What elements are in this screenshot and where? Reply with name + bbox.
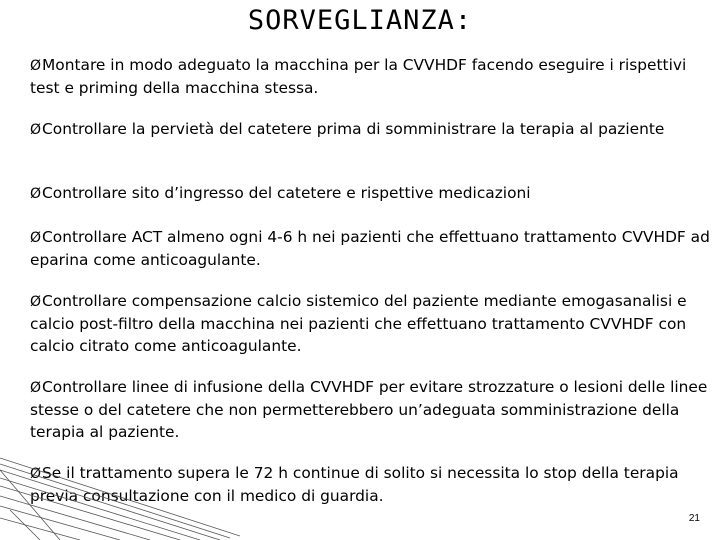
bullet-item	[30, 290, 714, 357]
bullet-text: Controllare sito d’ingresso del catetere e rispettive medicazioni	[42, 184, 531, 202]
bullet-text: Montare in modo adeguato la macchina per la CVVHDF facendo eseguire i rispettivi test e priming della macchina stessa.	[30, 56, 687, 97]
arrow-bullet-icon: Ø	[30, 380, 42, 396]
arrow-bullet-icon: Ø	[30, 186, 42, 202]
arrow-bullet-icon: Ø	[30, 466, 42, 482]
bullet-text: Controllare ACT almeno ogni 4-6 h nei pazienti che effettuano trattamento CVVHDF ad eparina come anticoagulante.	[30, 228, 710, 269]
decor-line	[0, 506, 120, 540]
arrow-bullet-icon: Ø	[30, 58, 42, 74]
bullet-item	[30, 182, 714, 205]
arrow-bullet-icon: Ø	[30, 230, 42, 246]
page-number: 21	[688, 513, 700, 524]
decor-line	[0, 518, 80, 540]
bullet-text: Se il trattamento supera le 72 h continue di solito si necessita lo stop della terapia previa consultazione con il medico di guardia.	[30, 464, 679, 505]
arrow-bullet-icon: Ø	[30, 122, 42, 138]
bullet-item	[30, 462, 714, 507]
bullet-item	[30, 376, 714, 443]
bullet-text: Controllare la pervietà del catetere prima di somministrare la terapia al paziente	[42, 120, 665, 138]
bullet-text: Controllare linee di infusione della CVVHDF per evitare strozzature o lesioni delle linee stesse o del catetere che non permetterebbero un’adeguata somministrazione della terapia al paziente.	[30, 378, 708, 441]
arrow-bullet-icon: Ø	[30, 294, 42, 310]
bullet-item	[30, 118, 714, 141]
bullet-item	[30, 54, 714, 99]
bullet-item	[30, 226, 714, 271]
decor-line	[10, 510, 40, 540]
slide-title: SORVEGLIANZA:	[247, 5, 473, 36]
bullet-text: Controllare compensazione calcio sistemico del paziente mediante emogasanalisi e calcio post-filtro della macchina nei pazienti che effettuano trattamento CVVHDF con calcio citrato come anticoagulante.	[30, 292, 687, 355]
